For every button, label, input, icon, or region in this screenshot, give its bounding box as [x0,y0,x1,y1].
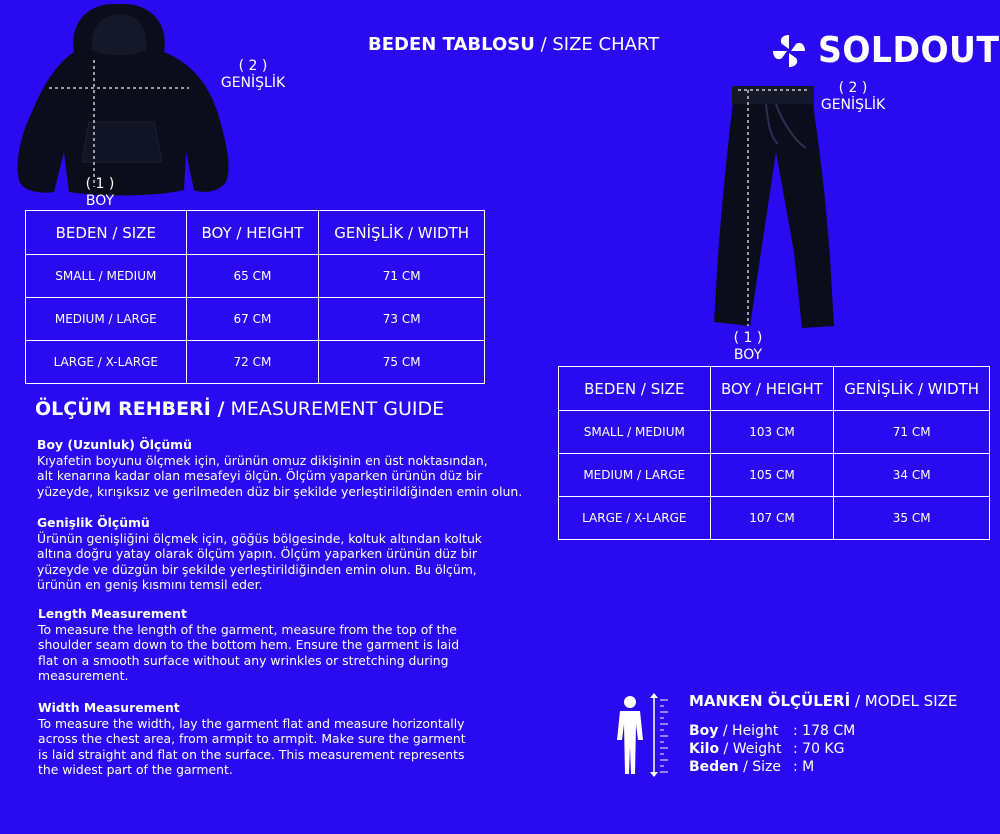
model-row-value: : 70 KG [793,741,845,757]
pants-length-label [720,330,776,364]
model-row-label-bold: Boy [689,723,719,739]
section-heading: Boy (Uzunluk) Ölçümü [37,437,192,452]
section-line: ürünün en geniş kısmını temsil eder. [37,577,263,592]
section-line: flat on a smooth surface without any wrinkles or stretching during [38,652,449,668]
table-header-cell: GENİŞLİK / WIDTH [319,211,485,255]
model-row-label-bold: Beden [689,759,739,775]
page-title [368,34,659,55]
table-header-cell: BEDEN / SIZE [26,211,187,255]
pants-image [708,82,838,332]
table-cell: 71 CM [319,255,485,298]
table-cell: 107 CM [710,497,834,540]
hoodie-size-table [25,210,485,384]
hoodie-width-text: GENİŞLİK [220,75,286,91]
table-row [559,411,990,454]
pants-length-text: BOY [733,347,763,363]
pants-size-table [558,366,990,540]
table-header-cell: BOY / HEIGHT [710,367,834,411]
table-cell: LARGE / X-LARGE [26,341,187,384]
table-header-cell: GENİŞLİK / WIDTH [834,367,990,411]
table-cell: 65 CM [186,255,319,298]
section-line: the widest part of the garment. [38,762,233,777]
table-cell: 103 CM [710,411,834,454]
table-cell: SMALL / MEDIUM [26,255,187,298]
section-line: alt kenarına kadar olan mesafeyi ölçün. Ölçüm yaparken ürünün düz bir [37,468,483,483]
table-cell: 34 CM [834,454,990,497]
table-header-cell: BEDEN / SIZE [559,367,711,411]
model-row-value: : 178 CM [793,723,856,739]
table-cell: 67 CM [186,298,319,341]
section-line: measurement. [38,668,129,683]
section-line: yüzeyde, kırışıksız ve gerilmeden düz bir şekilde yerleştirildiğinden emin olun. [37,483,523,499]
table-cell: MEDIUM / LARGE [26,298,187,341]
pants-width-marker: ( 2 ) [838,80,868,96]
table-cell: MEDIUM / LARGE [559,454,711,497]
table-cell: 71 CM [834,411,990,454]
section-line: Ürünün genişliğini ölçmek için, göğüs bölgesinde, koltuk altından koltuk [37,530,482,546]
guide-section-length-en [38,606,558,684]
table-cell: 105 CM [710,454,834,497]
section-heading: Width Measurement [38,700,180,715]
section-line: To measure the width, lay the garment flat and measure horizontally [38,715,465,731]
model-height-icon [614,692,674,780]
section-line: is laid straight and flat on the surface. This measurement represents [38,746,465,762]
pants-length-marker: ( 1 ) [733,330,763,346]
model-row-value: : M [793,759,815,775]
table-cell: SMALL / MEDIUM [559,411,711,454]
page-title-bold: BEDEN TABLOSU [368,34,535,55]
hoodie-image [14,2,234,200]
table-header-row [26,211,485,255]
brand-mark-icon [770,32,808,70]
guide-title-bold: ÖLÇÜM REHBERİ / [35,398,225,420]
hoodie-width-marker: ( 2 ) [238,58,268,74]
pants-width-label [808,80,898,114]
model-row-label-bold: Kilo [689,741,720,757]
section-line: To measure the length of the garment, measure from the top of the [38,621,457,637]
section-heading: Length Measurement [38,606,187,621]
pants-width-text: GENİŞLİK [820,97,886,113]
model-size-title [689,692,957,710]
model-weight-row [689,741,845,757]
model-size-row [689,759,815,775]
hoodie-length-label [72,176,128,210]
table-row [26,298,485,341]
model-title-rest: / MODEL SIZE [854,692,958,710]
brand-name: SOLDOUT [818,30,1000,71]
table-row [26,341,485,384]
hoodie-width-label [208,58,298,92]
section-line: across the chest area, from armpit to armpit. Make sure the garment [38,731,466,746]
table-row [559,497,990,540]
model-height-row [689,723,856,739]
table-cell: 35 CM [834,497,990,540]
table-cell: LARGE / X-LARGE [559,497,711,540]
hoodie-length-text: BOY [85,193,115,209]
section-line: shoulder seam down to the bottom hem. Ensure the garment is laid [38,637,460,652]
table-cell: 73 CM [319,298,485,341]
measurement-guide-title [35,398,444,420]
section-heading: Genişlik Ölçümü [37,515,150,530]
model-row-label-rest: / Weight [719,741,782,757]
guide-title-rest: MEASUREMENT GUIDE [230,398,445,420]
table-row [559,454,990,497]
table-cell: 72 CM [186,341,319,384]
section-line: Kıyafetin boyunu ölçmek için, ürünün omuz dikişinin en üst noktasından, [37,452,488,468]
table-header-cell: BOY / HEIGHT [186,211,319,255]
table-header-row [559,367,990,411]
page-title-rest: / SIZE CHART [540,34,660,55]
table-row [26,255,485,298]
model-row-label-rest: / Height [718,723,779,739]
section-line: altına doğru yatay olarak ölçüm yapın. Ölçüm yaparken ürünün düz bir [37,546,478,561]
guide-section-length-tr [37,437,557,499]
hoodie-length-marker: ( 1 ) [85,176,115,192]
brand-logo [770,30,1000,71]
model-row-label-rest: / Size [738,759,782,775]
guide-section-width-en [38,700,558,778]
model-title-bold: MANKEN ÖLÇÜLERİ [689,692,851,710]
table-cell: 75 CM [319,341,485,384]
section-line: yüzeyde ve düzgün bir şekilde yerleştirildiğinden emin olun. Bu ölçüm, [37,561,477,577]
guide-section-width-tr [37,515,557,593]
